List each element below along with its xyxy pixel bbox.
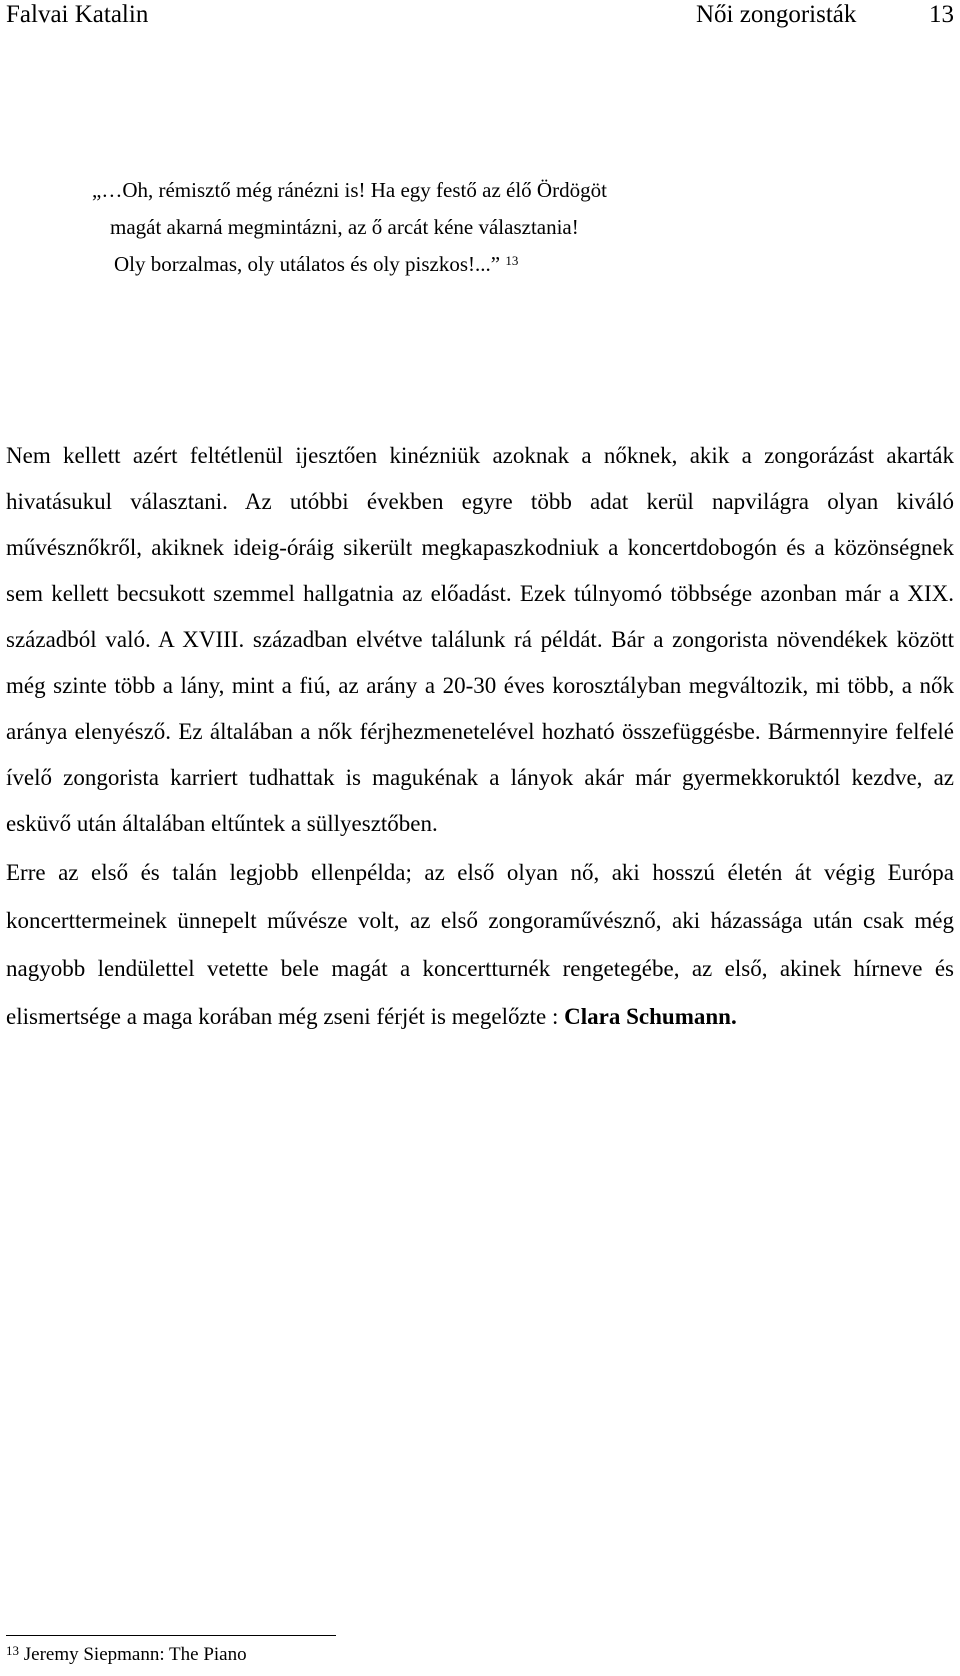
footnote-separator xyxy=(6,1635,336,1636)
paragraph-2-text: Erre az első és talán legjobb ellenpélda; az első olyan nő, aki hosszú életén át végig Európa koncerttermeinek ünnepelt művésze volt, az első zongoraművésznő, aki házassága után csak még nagyobb lendülettel vetette bele magát a koncertturnék rengetegébe, az első, akinek hírneve és elismertsége a maga korában még zseni férjét is megelőzte : xyxy=(6,860,954,1029)
header-author: Falvai Katalin xyxy=(6,1,149,28)
footnote xyxy=(6,1642,247,1668)
quote-line-3 xyxy=(92,246,712,283)
header-title: Női zongoristák xyxy=(696,1,857,28)
footnote-text: Jeremy Siepmann: The Piano xyxy=(23,1644,247,1665)
paragraph-2-bold-name: Clara Schumann. xyxy=(564,1004,737,1029)
body-text xyxy=(6,433,954,1041)
epigraph-quote xyxy=(92,172,712,283)
page-number: 13 xyxy=(929,1,954,28)
footnote-reference: 13 xyxy=(505,253,519,268)
quote-line-3-text: Oly borzalmas, oly utálatos és oly piszkos!...” xyxy=(114,252,501,276)
quote-line-2: magát akarná megmintázni, az ő arcát kéne választania! xyxy=(110,215,579,239)
footnote-number: 13 xyxy=(6,1643,19,1658)
page-header xyxy=(6,0,954,34)
paragraph-1: Nem kellett azért feltétlenül ijesztően kinézniük azoknak a nőknek, akik a zongorázást akarták hivatásukul választani. Az utóbbi években egyre több adat kerül napvilágra olyan kiváló művésznőkről, akiknek ideig-óráig sikerült megkapaszkodniuk a koncertdobogón és a közönségnek sem kellett becsukott szemmel hallgatnia az előadást. Ezek túlnyomó többsége azonban már a XIX. századból való. A XVIII. században elvétve találunk rá példát. Bár a zongorista növendékek között még szinte több a lány, mint a fiú, az arány a 20-30 éves korosztályban megváltozik, mi több, a nők aránya elenyésző. Ez általában a nők férjhezmenetelével hozható összefüggésbe. Bármennyire felfelé ívelő zongorista karriert tudhattak is magukénak a lányok akár már gyermekkoruktól kezdve, az esküvő után általában eltűntek a süllyesztőben. xyxy=(6,443,954,836)
quote-line-1: „…Oh, rémisztő még ránézni is! Ha egy festő az élő Ördögöt xyxy=(92,178,607,202)
paragraph-2 xyxy=(6,849,954,1041)
